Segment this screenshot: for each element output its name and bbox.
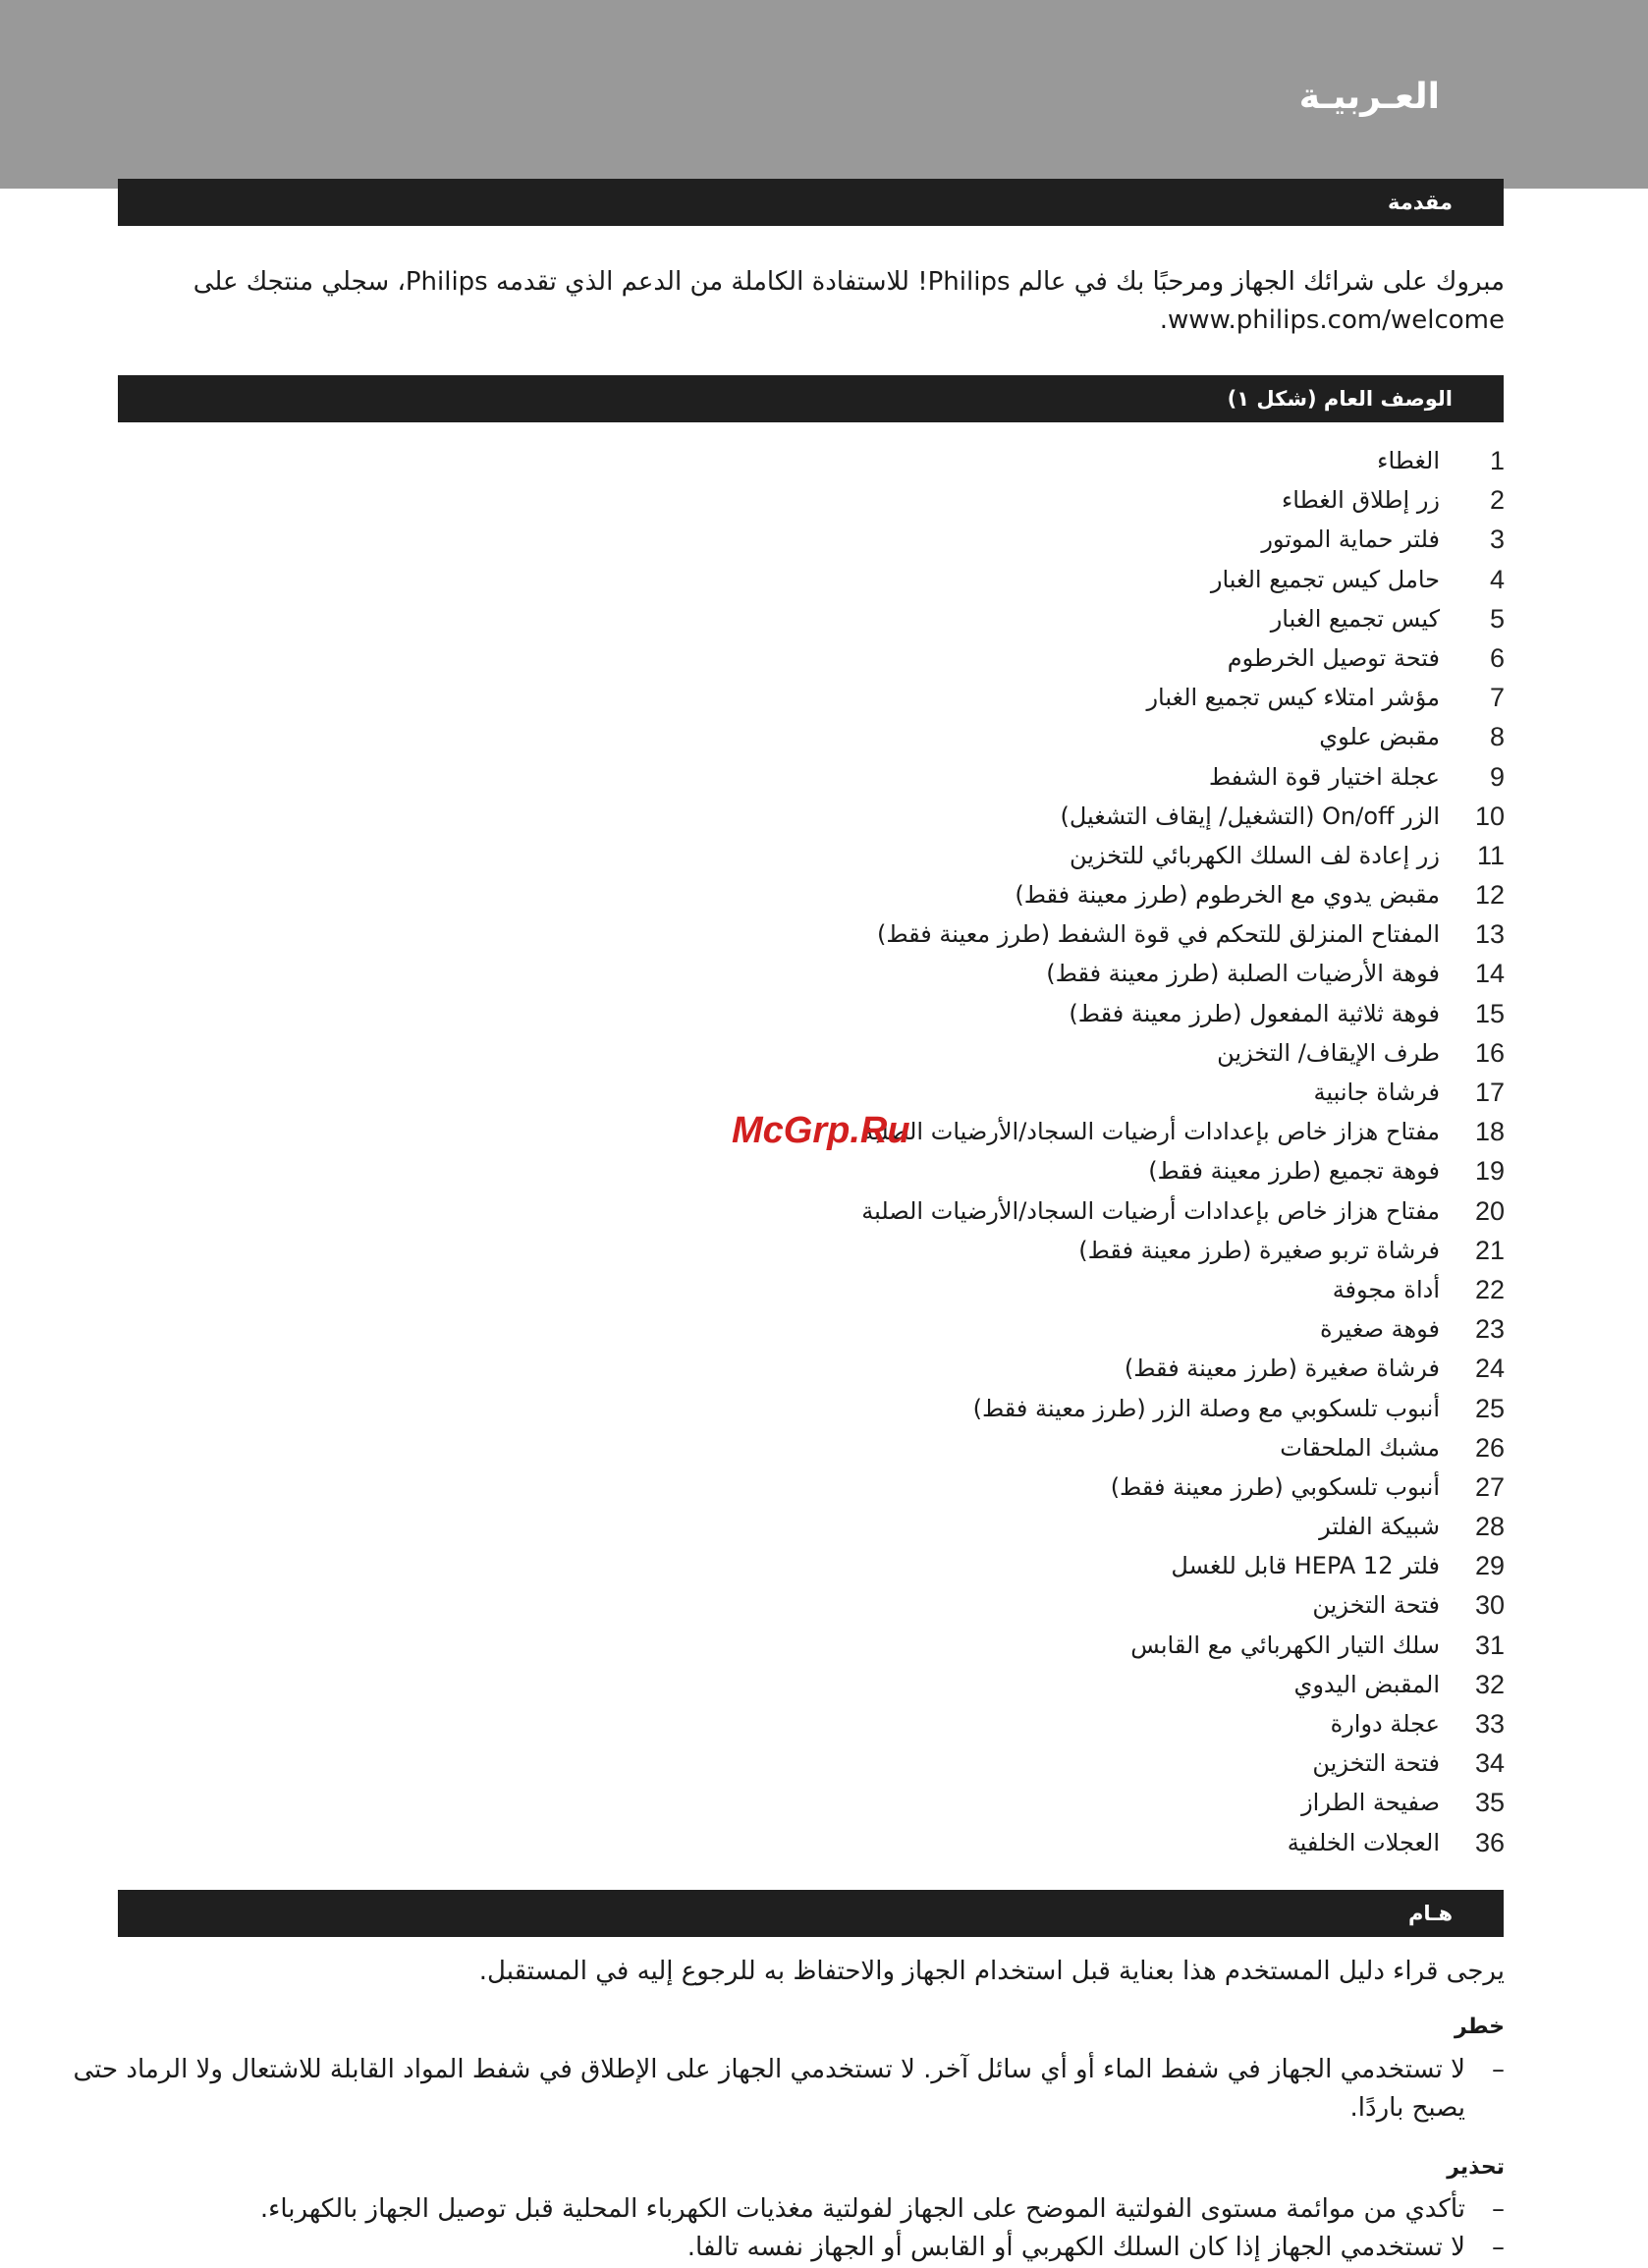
item-number: 12 <box>1474 880 1505 911</box>
item-number: 23 <box>1474 1314 1505 1345</box>
list-item <box>424 836 1505 875</box>
item-number: 31 <box>1474 1630 1505 1660</box>
list-item <box>424 1823 1505 1862</box>
item-label: فرشاة صغيرة (طرز معينة فقط) <box>1124 1355 1440 1383</box>
item-number: 14 <box>1474 959 1505 989</box>
list-item <box>424 1546 1505 1585</box>
important-paragraph: يرجى قراء دليل المستخدم هذا بعناية قبل استخدام الجهاز والاحتفاظ به للرجوع إليه في المستقبل. <box>478 1957 1505 1986</box>
item-label: عجلة دوارة <box>1330 1710 1440 1738</box>
item-number: 24 <box>1474 1354 1505 1384</box>
item-number: 16 <box>1474 1037 1505 1068</box>
item-number: 27 <box>1474 1471 1505 1502</box>
item-label: مقبض يدوي مع الخرطوم (طرز معينة فقط) <box>1015 881 1440 910</box>
list-item <box>424 1467 1505 1507</box>
item-label: الغطاء <box>1377 447 1440 474</box>
item-number: 1 <box>1489 446 1505 475</box>
list-item <box>424 1585 1505 1625</box>
item-number: 11 <box>1476 840 1505 870</box>
item-number: 4 <box>1489 564 1505 594</box>
list-item <box>424 797 1505 836</box>
item-number: 10 <box>1474 801 1505 831</box>
item-label: أنبوب تلسكوبي مع وصلة الزر (طرز معينة فقط) <box>972 1394 1440 1422</box>
parts-list <box>424 441 1505 1862</box>
list-item <box>424 520 1505 559</box>
item-number: 5 <box>1489 603 1505 634</box>
list-item <box>424 1626 1505 1665</box>
list-item <box>424 1309 1505 1349</box>
item-number: 18 <box>1474 1117 1505 1147</box>
item-number: 26 <box>1474 1432 1505 1463</box>
danger-text-line-2: يصبح باردًا. <box>1349 2093 1465 2123</box>
item-number: 35 <box>1474 1788 1505 1818</box>
danger-bullet: – <box>1492 2055 1505 2084</box>
item-label: مؤشر امتلاء كيس تجميع الغبار <box>1146 684 1440 712</box>
list-item <box>424 1507 1505 1546</box>
list-item <box>424 1231 1505 1270</box>
item-number: 22 <box>1474 1274 1505 1304</box>
item-label: فوهة ثلاثية المفعول (طرز معينة فقط) <box>1069 999 1440 1027</box>
item-number: 15 <box>1474 998 1505 1028</box>
item-label: صفيحة الطراز <box>1301 1789 1440 1817</box>
list-item <box>424 1191 1505 1231</box>
list-item <box>424 1151 1505 1190</box>
item-label: أنبوب تلسكوبي (طرز معينة فقط) <box>1110 1472 1440 1501</box>
watermark: McGrp.Ru <box>732 1110 910 1151</box>
list-item <box>424 1033 1505 1073</box>
warning-text-line-2: لا تستخدمي الجهاز إذا كان السلك الكهربي أو القابس أو الجهاز نفسه تالفا. <box>687 2233 1465 2262</box>
item-label: فوهة تجميع (طرز معينة فقط) <box>1148 1157 1440 1186</box>
item-number: 3 <box>1489 525 1505 555</box>
list-item <box>424 1743 1505 1783</box>
warning-text-line-1: تأكدي من موائمة مستوى الفولتية الموضح على الجهاز لفولتية مغذيات الكهرباء المحلية قبل توصيل الجهاز بالكهرباء. <box>259 2194 1465 2224</box>
intro-text-line-1: مبروك على شرائك الجهاز ومرحبًا بك في عالم Philips! للاستفادة الكاملة من الدعم الذي تقدمه Philips، سجلي منتجك على <box>192 267 1505 297</box>
item-label: مفتاح هزاز خاص بإعدادات أرضيات السجاد/الأرضيات الصلبة <box>861 1118 1440 1146</box>
list-item <box>424 914 1505 954</box>
item-label: فرشاة جانبية <box>1313 1079 1440 1106</box>
list-item <box>424 1389 1505 1428</box>
item-label: المقبض اليدوي <box>1293 1670 1440 1698</box>
item-number: 25 <box>1474 1393 1505 1423</box>
item-label: فتحة التخزين <box>1312 1591 1440 1620</box>
item-label: فتحة التخزين <box>1312 1749 1440 1778</box>
item-number: 34 <box>1474 1748 1505 1779</box>
list-item <box>424 678 1505 717</box>
item-label: عجلة اختيار قوة الشفط <box>1208 762 1440 791</box>
list-item <box>424 1665 1505 1704</box>
item-number: 13 <box>1474 919 1505 950</box>
item-label: الزر On/off (التشغيل/ إيقاف التشغيل) <box>1060 802 1440 830</box>
item-number: 7 <box>1489 683 1505 713</box>
list-item <box>424 954 1505 993</box>
list-item <box>424 875 1505 914</box>
item-label: فلتر حماية الموتور <box>1261 526 1440 554</box>
general-description-heading: الوصف العام (شكل ١) <box>118 375 1504 422</box>
item-label: فرشاة تربو صغيرة (طرز معينة فقط) <box>1078 1236 1440 1264</box>
item-number: 2 <box>1489 485 1505 516</box>
intro-text-line-2: www.philips.com/welcome. <box>1159 305 1505 335</box>
list-item <box>424 1783 1505 1822</box>
item-number: 28 <box>1474 1512 1505 1542</box>
item-label: طرف الإيقاف/ التخزين <box>1217 1038 1440 1067</box>
warning-bullet-1: – <box>1492 2194 1505 2224</box>
list-item <box>424 1270 1505 1309</box>
list-item <box>424 757 1505 797</box>
item-number: 17 <box>1474 1078 1505 1107</box>
item-label: المفتاح المنزلق للتحكم في قوة الشفط (طرز معينة فقط) <box>876 920 1440 949</box>
list-item <box>424 599 1505 638</box>
list-item <box>424 1112 1505 1151</box>
item-number: 9 <box>1489 761 1505 792</box>
item-label: العجلات الخلفية <box>1287 1828 1440 1856</box>
list-item <box>424 717 1505 756</box>
item-label: شبيكة الفلتر <box>1319 1513 1440 1541</box>
list-item <box>424 480 1505 520</box>
item-number: 29 <box>1474 1551 1505 1581</box>
warning-heading: تحذير <box>1447 2155 1505 2180</box>
language-title: العـربيـة <box>1298 77 1440 117</box>
intro-heading: مقدمة <box>118 179 1504 226</box>
list-item <box>424 1704 1505 1743</box>
item-label: زر إطلاق الغطاء <box>1282 486 1440 515</box>
item-label: زر إعادة لف السلك الكهربائي للتخزين <box>1069 841 1440 869</box>
list-item <box>424 1073 1505 1112</box>
list-item <box>424 441 1505 480</box>
item-label: فتحة توصيل الخرطوم <box>1227 643 1440 672</box>
danger-heading: خطر <box>1455 2015 1505 2039</box>
item-label: فوهة صغيرة <box>1319 1315 1440 1344</box>
item-number: 33 <box>1474 1709 1505 1739</box>
item-label: فوهة الأرضيات الصلبة (طرز معينة فقط) <box>1046 960 1440 988</box>
item-number: 36 <box>1474 1827 1505 1857</box>
item-label: مشبك الملحقات <box>1280 1433 1440 1462</box>
item-label: فلتر HEPA 12 قابل للغسل <box>1171 1552 1440 1580</box>
danger-text-line-1: لا تستخدمي الجهاز في شفط الماء أو أي سائل آخر. لا تستخدمي الجهاز على الإطلاق في شفط المواد القابلة للاشتعال ولا الرماد حتى <box>73 2055 1465 2084</box>
list-item <box>424 560 1505 599</box>
warning-bullet-2: – <box>1492 2233 1505 2262</box>
item-label: أداة مجوفة <box>1332 1275 1440 1303</box>
item-number: 30 <box>1474 1590 1505 1621</box>
item-label: حامل كيس تجميع الغبار <box>1210 565 1440 593</box>
list-item <box>424 994 1505 1033</box>
item-label: مقبض علوي <box>1319 723 1440 751</box>
item-number: 20 <box>1474 1195 1505 1226</box>
item-number: 19 <box>1474 1156 1505 1187</box>
item-label: كيس تجميع الغبار <box>1270 604 1440 633</box>
item-label: سلك التيار الكهربائي مع القابس <box>1130 1631 1440 1659</box>
item-number: 8 <box>1489 722 1505 752</box>
list-item <box>424 1349 1505 1388</box>
item-number: 21 <box>1474 1235 1505 1265</box>
important-heading: هـام <box>118 1890 1504 1937</box>
list-item <box>424 1428 1505 1467</box>
list-item <box>424 638 1505 678</box>
item-number: 6 <box>1489 642 1505 673</box>
item-number: 32 <box>1474 1669 1505 1699</box>
item-label: مفتاح هزاز خاص بإعدادات أرضيات السجاد/الأرضيات الصلبة <box>861 1196 1440 1225</box>
